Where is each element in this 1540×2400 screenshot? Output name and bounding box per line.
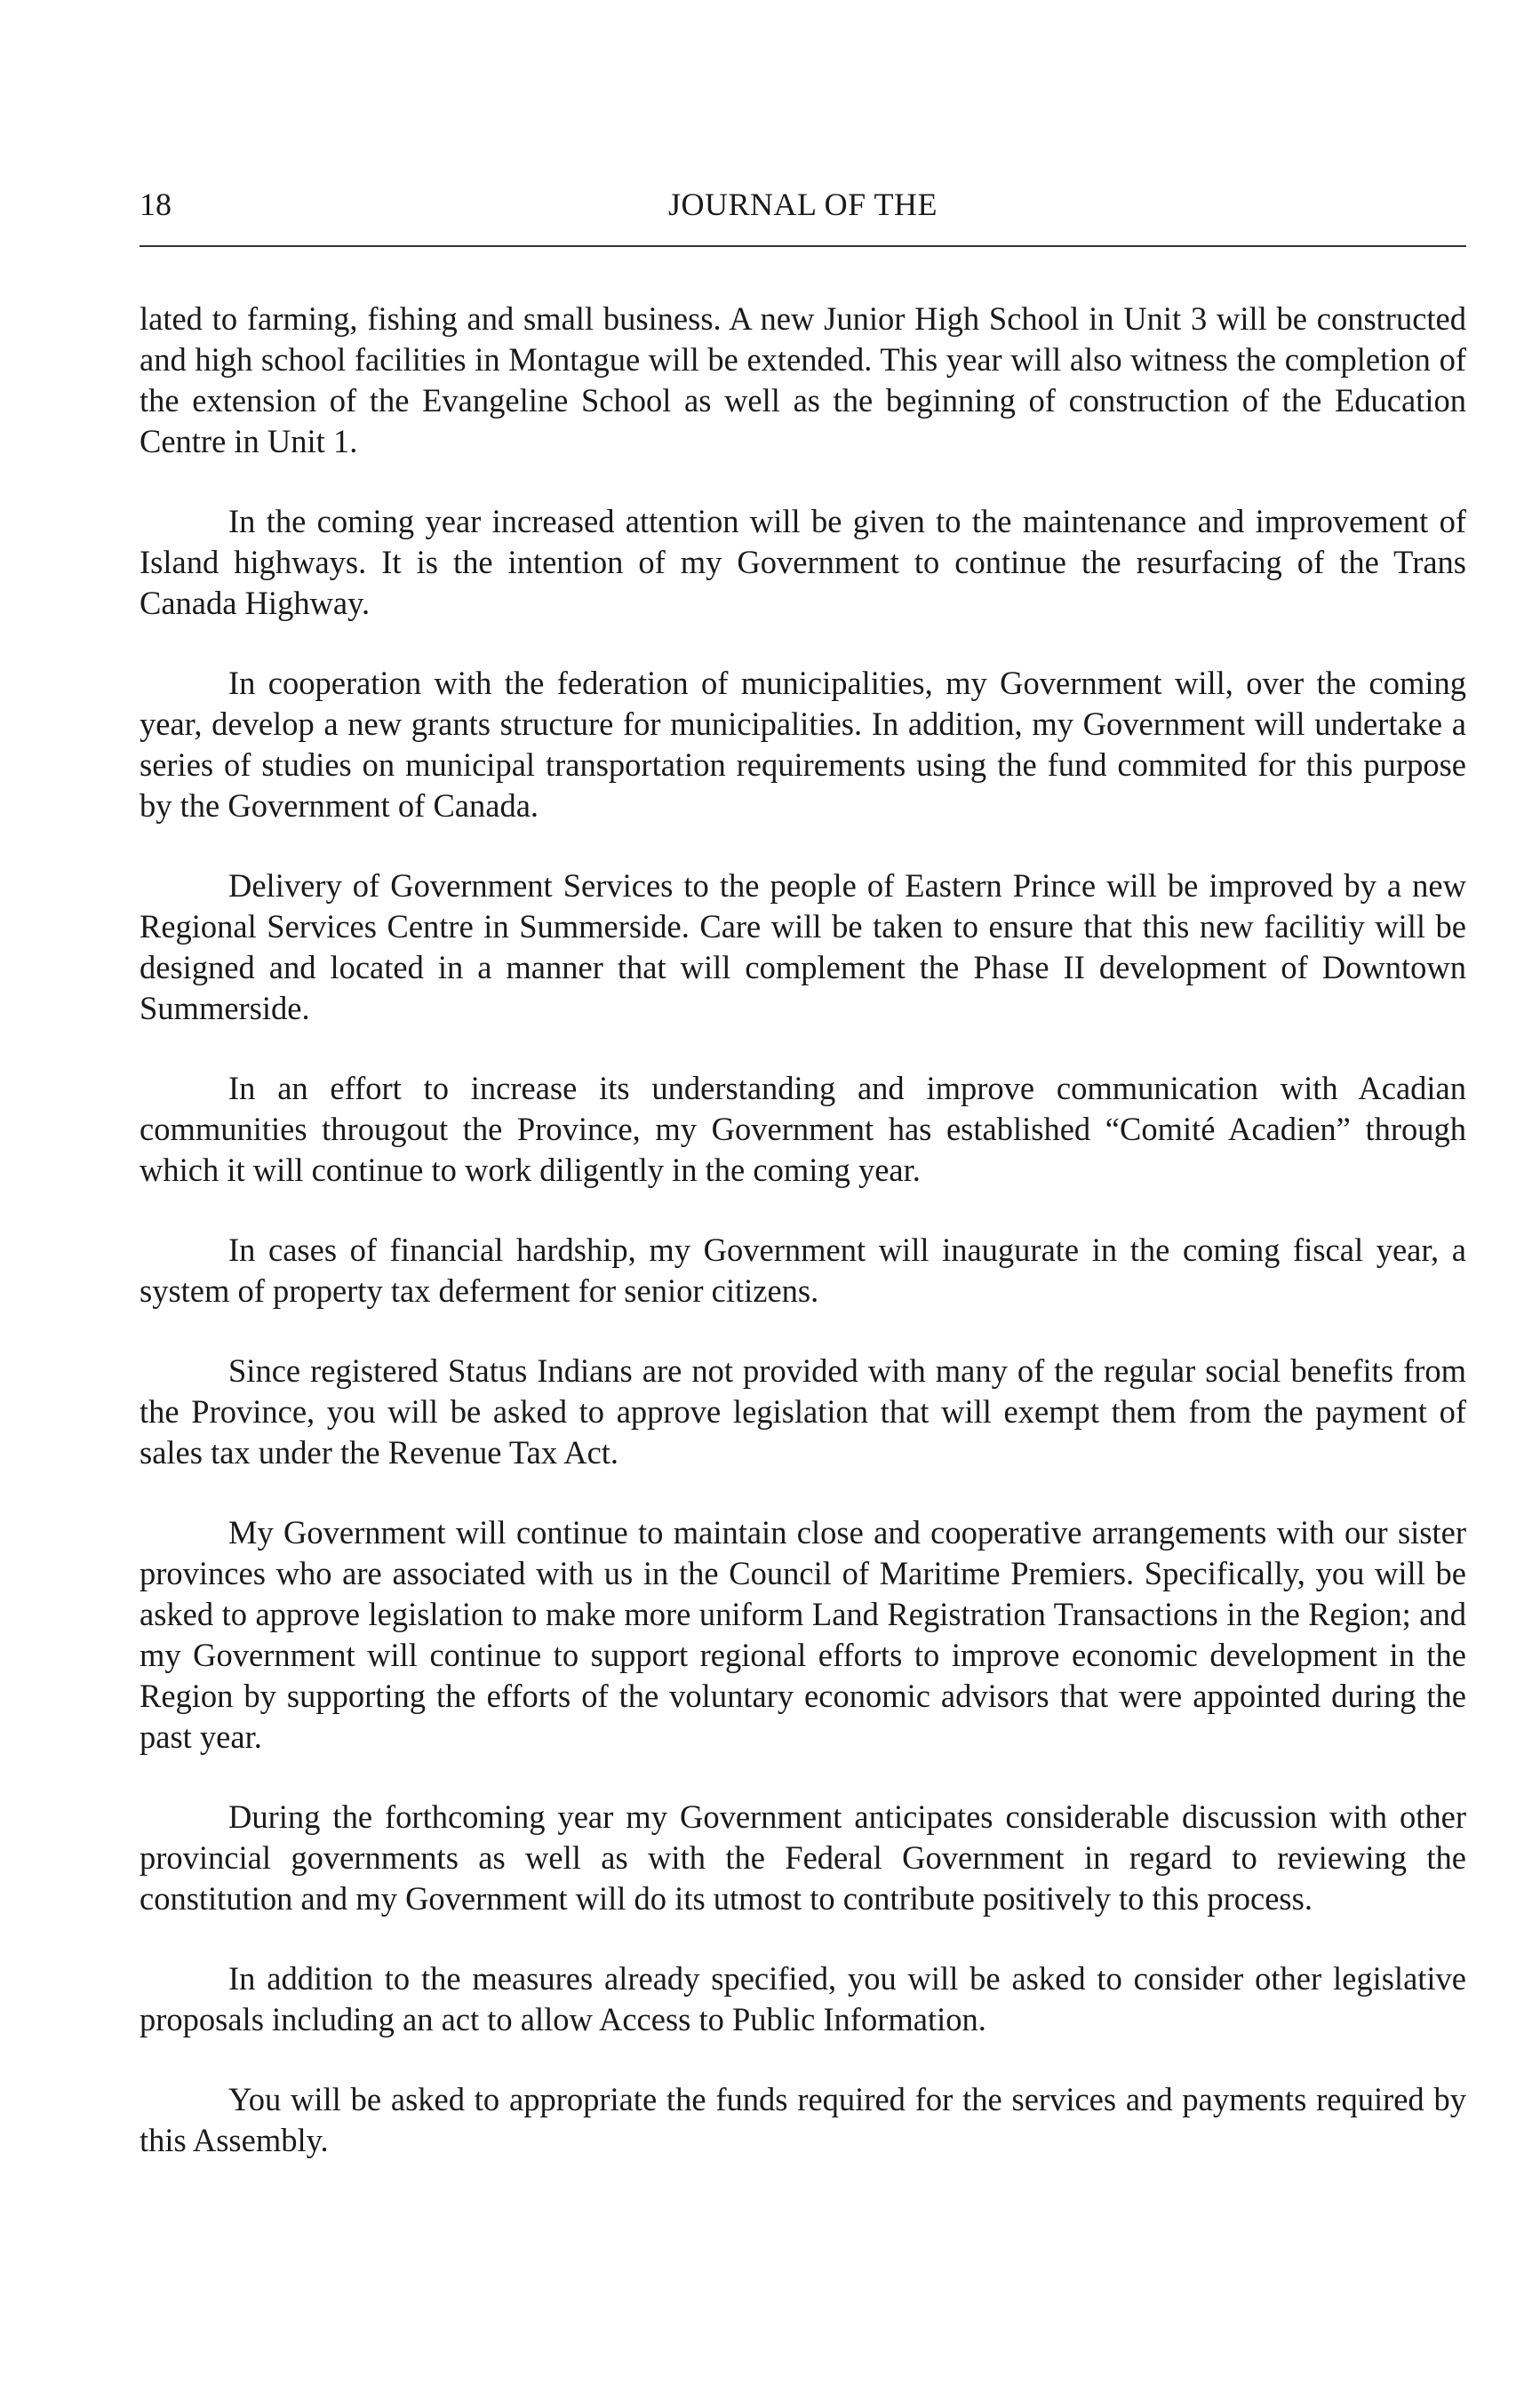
paragraph-continued: lated to farming, fishing and small business. A new Junior High School in Unit 3 will be constructed and high school facilities in Montague will be extended. This year will also witness the completion of the extension of the Evangeline School as well as the beginning of construction of the Education Centre in Unit 1.: [140, 300, 1466, 459]
page-header: [140, 185, 1466, 235]
paragraph-property-tax: In cases of financial hardship, my Government will inaugurate in the coming fiscal year, a system of property tax deferment for senior citizens.: [140, 1232, 1466, 1309]
paragraph-status-indians: Since registered Status Indians are not provided with many of the regular social benefits from the Province, you will be asked to approve legislation that will exempt them from the payment of sales tax under the Revenue Tax Act.: [140, 1352, 1466, 1471]
paragraph-acadian: In an effort to increase its understanding and improve communication with Acadian communities througout the Province, my Government has established “Comité Acadien” through which it will continue to work diligently in the coming year.: [140, 1070, 1466, 1188]
paragraph-constitution: During the forthcoming year my Government anticipates considerable discussion with other provincial governments as well as with the Federal Government in regard to reviewing the constitution and my Government will do its utmost to contribute positively to this process.: [140, 1798, 1466, 1917]
paragraph-highways: In the coming year increased attention will be given to the maintenance and improvement of Island highways. It is the intention of my Government to continue the resurfacing of the Trans Canada Highway.: [140, 503, 1466, 621]
paragraph-legislative-proposals: In addition to the measures already specified, you will be asked to consider other legislative proposals including an act to allow Access to Public Information.: [140, 1960, 1466, 2037]
paragraph-municipalities: In cooperation with the federation of municipalities, my Government will, over the coming year, develop a new grants structure for municipalities. In addition, my Government will undertake a series of studies on municipal transportation requirements using the fund commited for this purpose by the Government of Canada.: [140, 665, 1466, 824]
header-rule: [140, 245, 1466, 247]
page-number: 18: [140, 187, 172, 222]
paragraph-appropriation: You will be asked to appropriate the funds required for the services and payments required by this Assembly.: [140, 2081, 1466, 2158]
running-head: JOURNAL OF THE: [667, 187, 938, 222]
paragraph-regional-services: Delivery of Government Services to the people of Eastern Prince will be improved by a new Regional Services Centre in Summerside. Care will be taken to ensure that this new facilitiy will be designed and located in a manner that will complement the Phase II development of Downtown Summerside.: [140, 867, 1466, 1026]
body-text: [140, 299, 1466, 2200]
paragraph-maritime: My Government will continue to maintain close and cooperative arrangements with our sister provinces who are associated with us in the Council of Maritime Premiers. Specifically, you will be asked to approve legislation to make more uniform Land Registration Transactions in the Region; and my Government will continue to support regional efforts to improve economic development in the Region by supporting the efforts of the voluntary economic advisors that were appointed during the past year.: [140, 1514, 1466, 1755]
